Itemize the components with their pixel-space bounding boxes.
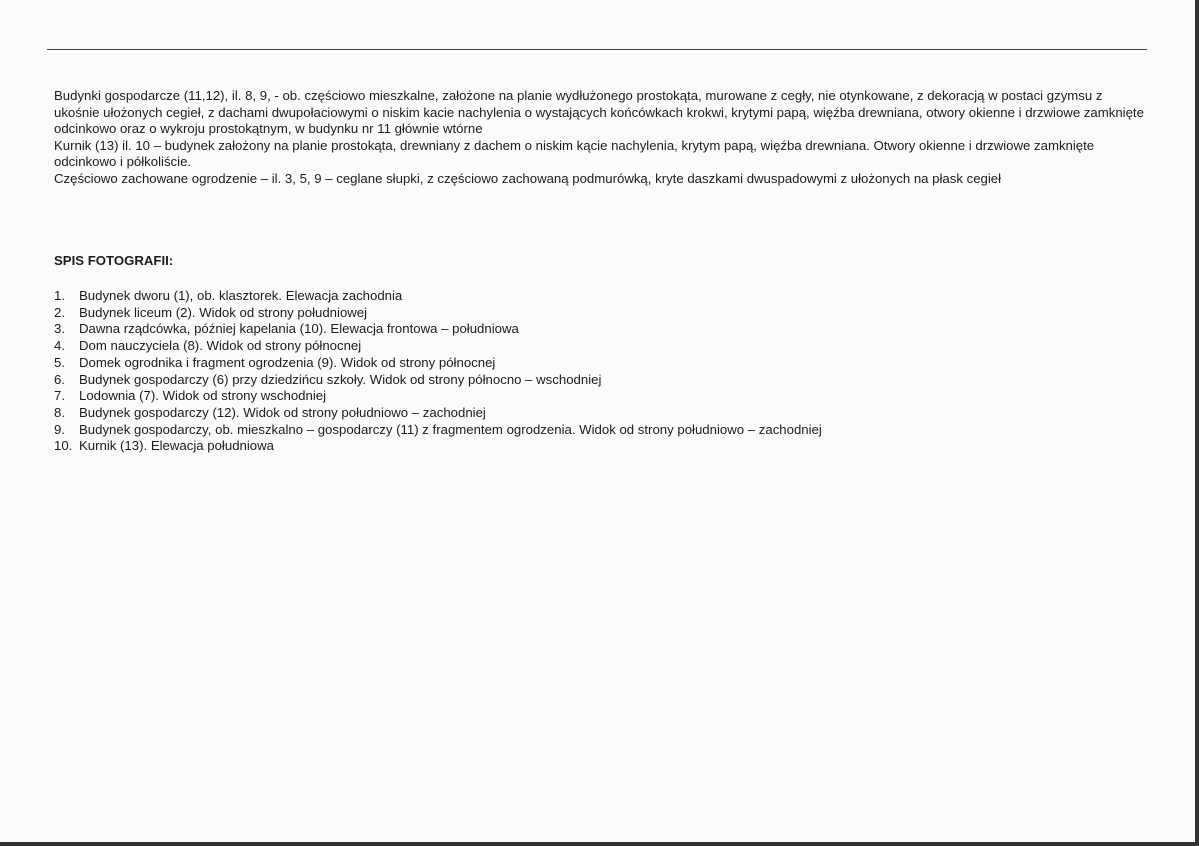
photo-list-heading: SPIS FOTOGRAFII: (54, 253, 174, 268)
list-item (54, 388, 1144, 405)
list-item-text: Budynek dworu (1), ob. klasztorek. Elewacja zachodnia (79, 288, 403, 303)
list-item-number: 1. (54, 288, 65, 303)
header-rule (47, 49, 1147, 50)
list-item-text: Budynek liceum (2). Widok od strony południowej (79, 304, 368, 320)
description-block (54, 88, 1149, 187)
list-item (54, 438, 1144, 455)
list-item (54, 338, 1144, 355)
list-item-text: Kurnik (13). Elewacja południowa (79, 438, 274, 454)
list-item-number: 5. (54, 354, 65, 370)
list-item-text: Dawna rządcówka, później kapelania (10). Elewacja frontowa – południowa (79, 321, 519, 337)
description-paragraph-farm-buildings: Budynki gospodarcze (11,12), il. 8, 9, - ob. częściowo mieszkalne, założone na planie wydłużonego prostokąta, murowane z cegły, nie otynkowane, z dekoracją w postaci gzymsu z ukośnie ułożonych cegieł, z dachami dwupołaciowymi o niskim kacie nachylenia o wystających końcówkach krokwi, krytymi papą, więźba drewniana, otwory okienne i drzwiowe zamknięte odcinkowo oraz o wykroju prostokątnym, w budynku nr 11 głównie wtórne (54, 88, 1144, 136)
list-item (54, 405, 1144, 422)
list-item (54, 422, 1144, 439)
list-item-text: Budynek gospodarczy, ob. mieszkalno – gospodarczy (11) z fragmentem ogrodzenia. Widok od strony południowo – zachodniej (79, 421, 822, 437)
list-item-text: Lodownia (7). Widok od strony wschodniej (79, 388, 327, 404)
description-paragraph-henhouse: Kurnik (13) il. 10 – budynek założony na planie prostokąta, drewniany z dachem o niskim kącie nachylenia, krytym papą, więźba drewniana. Otwory okienne i drzwiowe zamknięte odcinkowo i półkoliście. (54, 137, 1095, 169)
list-item-number: 2. (54, 304, 65, 320)
list-item-text: Budynek gospodarczy (12). Widok od strony południowo – zachodniej (79, 404, 486, 420)
list-item-number: 7. (54, 388, 65, 404)
list-item-number: 3. (54, 321, 65, 337)
list-item-number: 9. (54, 421, 65, 437)
list-item-number: 8. (54, 404, 65, 420)
list-item-text: Domek ogrodnika i fragment ogrodzenia (9). Widok od strony północnej (79, 354, 496, 370)
list-item-number: 10. (54, 438, 73, 454)
list-item-number: 4. (54, 338, 65, 354)
list-item (54, 321, 1144, 338)
list-item-text: Budynek gospodarczy (6) przy dziedzińcu szkoły. Widok od strony północno – wschodniej (79, 371, 602, 387)
list-item (54, 355, 1144, 372)
description-paragraph-fence: Częściowo zachowane ogrodzenie – il. 3, 5, 9 – ceglane słupki, z częściowo zachowaną podmurówką, kryte daszkami dwuspadowymi z ułożonych na płask cegieł (54, 170, 1002, 186)
list-item (54, 372, 1144, 389)
list-item (54, 288, 1144, 305)
photo-list (54, 288, 1144, 455)
list-item (54, 305, 1144, 322)
list-item-number: 6. (54, 371, 65, 387)
list-item-text: Dom nauczyciela (8). Widok od strony północnej (79, 338, 362, 354)
